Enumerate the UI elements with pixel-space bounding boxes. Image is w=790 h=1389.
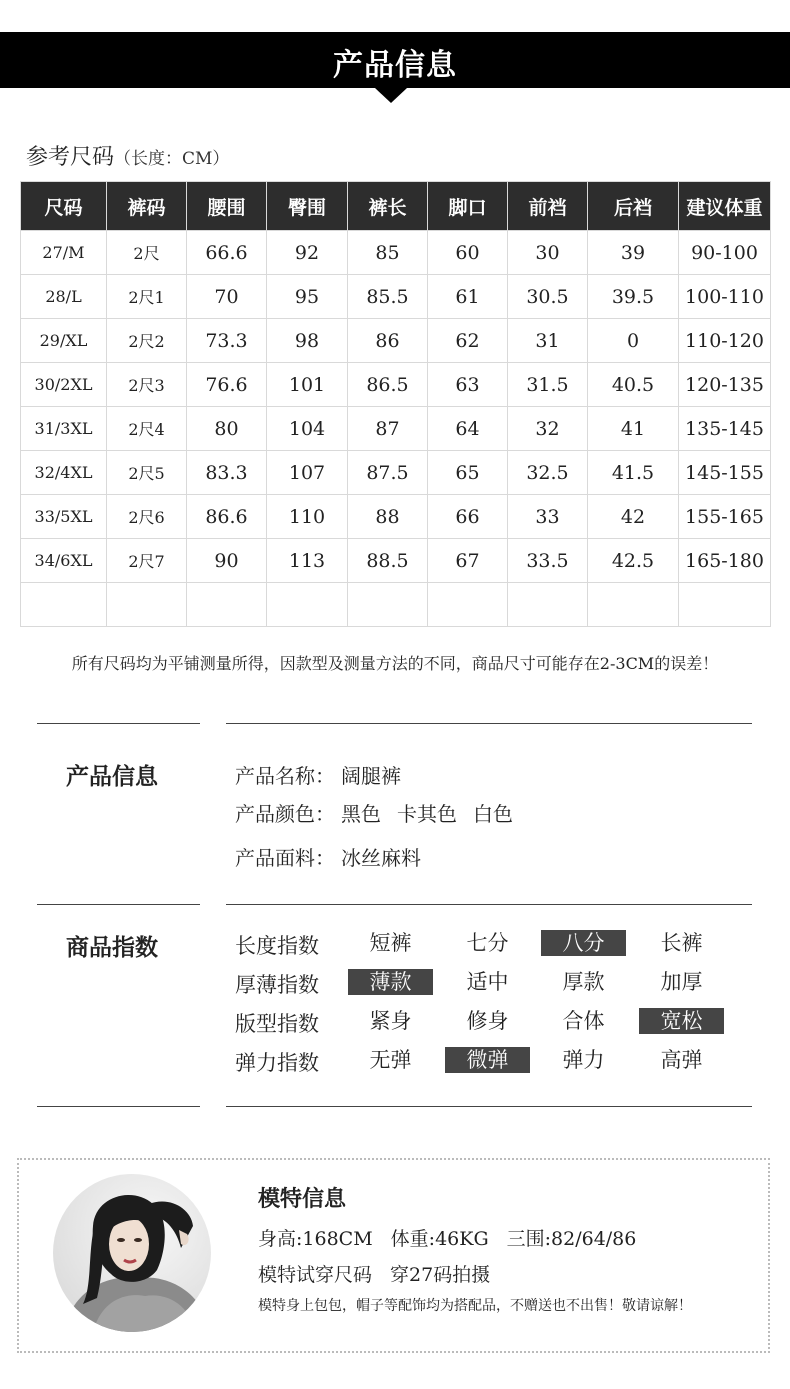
size-cell: 30 xyxy=(508,231,588,275)
index-option: 弹力 xyxy=(562,1048,605,1072)
size-cell: 113 xyxy=(267,539,348,583)
model-height: 身高:168CM xyxy=(258,1228,373,1250)
size-cell: 29/XL xyxy=(21,319,107,363)
color-white: 白色 xyxy=(473,802,513,826)
index-option: 合体 xyxy=(562,1009,605,1033)
size-cell xyxy=(428,583,508,627)
title-banner xyxy=(0,32,790,88)
size-row xyxy=(21,407,771,451)
product-name-label: 产品名称： xyxy=(235,764,335,788)
model-stats-line xyxy=(258,1224,636,1251)
size-cell xyxy=(187,583,267,627)
index-option: 长裤 xyxy=(660,931,703,955)
divider-right-1 xyxy=(226,723,752,724)
size-header-cell: 前裆 xyxy=(508,182,588,231)
size-unit-note: （长度：CM） xyxy=(114,149,230,169)
index-option: 无弹 xyxy=(369,1048,412,1072)
size-heading-text: 参考尺码 xyxy=(26,145,115,170)
size-header-cell: 裤码 xyxy=(107,182,187,231)
size-cell: 104 xyxy=(267,407,348,451)
color-black: 黑色 xyxy=(341,802,381,826)
index-label: 版型指数 xyxy=(235,1012,319,1036)
model-photo xyxy=(53,1174,211,1332)
product-name-line xyxy=(235,760,401,789)
size-header-cell: 后裆 xyxy=(588,182,679,231)
index-label: 厚薄指数 xyxy=(235,973,319,997)
size-header-cell: 臀围 xyxy=(267,182,348,231)
size-table-header xyxy=(21,182,771,231)
model-size-label: 模特试穿尺码 xyxy=(258,1264,373,1286)
size-cell: 98 xyxy=(267,319,348,363)
size-row xyxy=(21,583,771,627)
divider-right-2 xyxy=(226,904,752,905)
size-cell: 30/2XL xyxy=(21,363,107,407)
size-cell: 2尺 xyxy=(107,231,187,275)
size-cell: 95 xyxy=(267,275,348,319)
product-color-label: 产品颜色： xyxy=(235,802,335,826)
size-cell: 80 xyxy=(187,407,267,451)
size-cell: 61 xyxy=(428,275,508,319)
size-cell: 33.5 xyxy=(508,539,588,583)
size-cell xyxy=(267,583,348,627)
size-cell: 31/3XL xyxy=(21,407,107,451)
model-size-value: 穿27码拍摄 xyxy=(390,1264,491,1286)
size-cell: 32.5 xyxy=(508,451,588,495)
banner-notch xyxy=(375,88,407,103)
size-cell: 66.6 xyxy=(187,231,267,275)
size-cell: 90 xyxy=(187,539,267,583)
divider-left-1 xyxy=(37,723,200,724)
size-cell: 27/M xyxy=(21,231,107,275)
index-option: 加厚 xyxy=(660,970,703,994)
size-cell: 39.5 xyxy=(588,275,679,319)
size-cell: 87.5 xyxy=(348,451,428,495)
size-cell: 88.5 xyxy=(348,539,428,583)
divider-left-2 xyxy=(37,904,200,905)
index-option: 适中 xyxy=(466,970,509,994)
size-cell: 86.5 xyxy=(348,363,428,407)
size-cell: 2尺4 xyxy=(107,407,187,451)
product-fabric-value: 冰丝麻料 xyxy=(341,846,421,870)
size-cell: 2尺7 xyxy=(107,539,187,583)
size-cell: 34/6XL xyxy=(21,539,107,583)
index-option: 修身 xyxy=(466,1009,509,1033)
size-cell: 40.5 xyxy=(588,363,679,407)
size-cell: 85.5 xyxy=(348,275,428,319)
size-cell: 62 xyxy=(428,319,508,363)
size-row xyxy=(21,319,771,363)
index-option: 厚款 xyxy=(562,970,605,994)
size-cell: 145-155 xyxy=(679,451,771,495)
size-header-cell: 尺码 xyxy=(21,182,107,231)
model-info-title: 模特信息 xyxy=(258,1186,347,1212)
size-cell: 120-135 xyxy=(679,363,771,407)
size-cell: 110-120 xyxy=(679,319,771,363)
index-info-title: 商品指数 xyxy=(66,934,158,961)
model-size-line xyxy=(258,1260,490,1287)
size-cell: 86 xyxy=(348,319,428,363)
size-cell: 155-165 xyxy=(679,495,771,539)
size-cell: 92 xyxy=(267,231,348,275)
size-cell: 87 xyxy=(348,407,428,451)
size-cell: 110 xyxy=(267,495,348,539)
index-option-selected: 宽松 xyxy=(639,1008,724,1034)
index-option: 高弹 xyxy=(660,1048,703,1072)
product-fabric-line xyxy=(235,842,421,871)
divider-right-3 xyxy=(226,1106,752,1107)
size-row xyxy=(21,495,771,539)
size-cell: 2尺2 xyxy=(107,319,187,363)
size-cell: 101 xyxy=(267,363,348,407)
size-cell: 67 xyxy=(428,539,508,583)
index-option-selected: 微弹 xyxy=(445,1047,530,1073)
size-row xyxy=(21,231,771,275)
size-cell: 32/4XL xyxy=(21,451,107,495)
size-header-cell: 裤长 xyxy=(348,182,428,231)
size-cell: 33/5XL xyxy=(21,495,107,539)
color-khaki: 卡其色 xyxy=(397,802,457,826)
size-cell xyxy=(21,583,107,627)
model-weight: 体重:46KG xyxy=(390,1228,489,1250)
size-cell: 165-180 xyxy=(679,539,771,583)
size-cell: 63 xyxy=(428,363,508,407)
size-table xyxy=(20,181,771,627)
size-cell: 42 xyxy=(588,495,679,539)
size-cell: 88 xyxy=(348,495,428,539)
size-cell: 28/L xyxy=(21,275,107,319)
size-header-cell: 腰围 xyxy=(187,182,267,231)
size-cell: 2尺3 xyxy=(107,363,187,407)
size-cell: 31.5 xyxy=(508,363,588,407)
product-fabric-label: 产品面料： xyxy=(235,846,335,870)
size-cell: 64 xyxy=(428,407,508,451)
size-cell: 100-110 xyxy=(679,275,771,319)
size-cell xyxy=(107,583,187,627)
size-cell: 30.5 xyxy=(508,275,588,319)
model-measurements: 三围:82/64/86 xyxy=(506,1228,637,1250)
size-cell xyxy=(508,583,588,627)
size-cell: 90-100 xyxy=(679,231,771,275)
size-header-cell: 脚口 xyxy=(428,182,508,231)
size-cell: 107 xyxy=(267,451,348,495)
size-cell: 41 xyxy=(588,407,679,451)
size-cell: 73.3 xyxy=(187,319,267,363)
size-cell: 76.6 xyxy=(187,363,267,407)
size-cell: 66 xyxy=(428,495,508,539)
size-cell: 65 xyxy=(428,451,508,495)
accessory-note: 模特身上包包，帽子等配饰均为搭配品，不赠送也不出售！敬请谅解！ xyxy=(258,1298,692,1314)
product-info-title: 产品信息 xyxy=(66,763,158,790)
size-cell: 2尺5 xyxy=(107,451,187,495)
size-cell: 39 xyxy=(588,231,679,275)
index-option-selected: 薄款 xyxy=(348,969,433,995)
size-cell: 2尺1 xyxy=(107,275,187,319)
divider-left-3 xyxy=(37,1106,200,1107)
index-label: 弹力指数 xyxy=(235,1051,319,1075)
size-cell: 86.6 xyxy=(187,495,267,539)
size-cell: 0 xyxy=(588,319,679,363)
size-row xyxy=(21,275,771,319)
size-cell xyxy=(679,583,771,627)
size-header-cell: 建议体重 xyxy=(679,182,771,231)
size-cell: 33 xyxy=(508,495,588,539)
product-color-line xyxy=(235,798,529,827)
size-cell: 135-145 xyxy=(679,407,771,451)
size-cell xyxy=(348,583,428,627)
size-cell: 41.5 xyxy=(588,451,679,495)
index-option: 七分 xyxy=(466,931,509,955)
size-cell: 85 xyxy=(348,231,428,275)
size-row xyxy=(21,451,771,495)
index-label: 长度指数 xyxy=(235,934,319,958)
measurement-note: 所有尺码均为平铺测量所得，因款型及测量方法的不同，商品尺寸可能存在2-3CM的误差！ xyxy=(71,654,719,673)
size-cell: 2尺6 xyxy=(107,495,187,539)
size-cell: 31 xyxy=(508,319,588,363)
product-name-value: 阔腿裤 xyxy=(341,764,401,788)
index-option: 紧身 xyxy=(369,1009,412,1033)
size-cell: 32 xyxy=(508,407,588,451)
size-row xyxy=(21,363,771,407)
size-cell: 83.3 xyxy=(187,451,267,495)
size-cell xyxy=(588,583,679,627)
size-cell: 42.5 xyxy=(588,539,679,583)
size-cell: 60 xyxy=(428,231,508,275)
size-row xyxy=(21,539,771,583)
index-option-selected: 八分 xyxy=(541,930,626,956)
index-option: 短裤 xyxy=(369,931,412,955)
banner-title: 产品信息 xyxy=(333,48,457,83)
size-heading xyxy=(26,140,229,171)
size-cell: 70 xyxy=(187,275,267,319)
